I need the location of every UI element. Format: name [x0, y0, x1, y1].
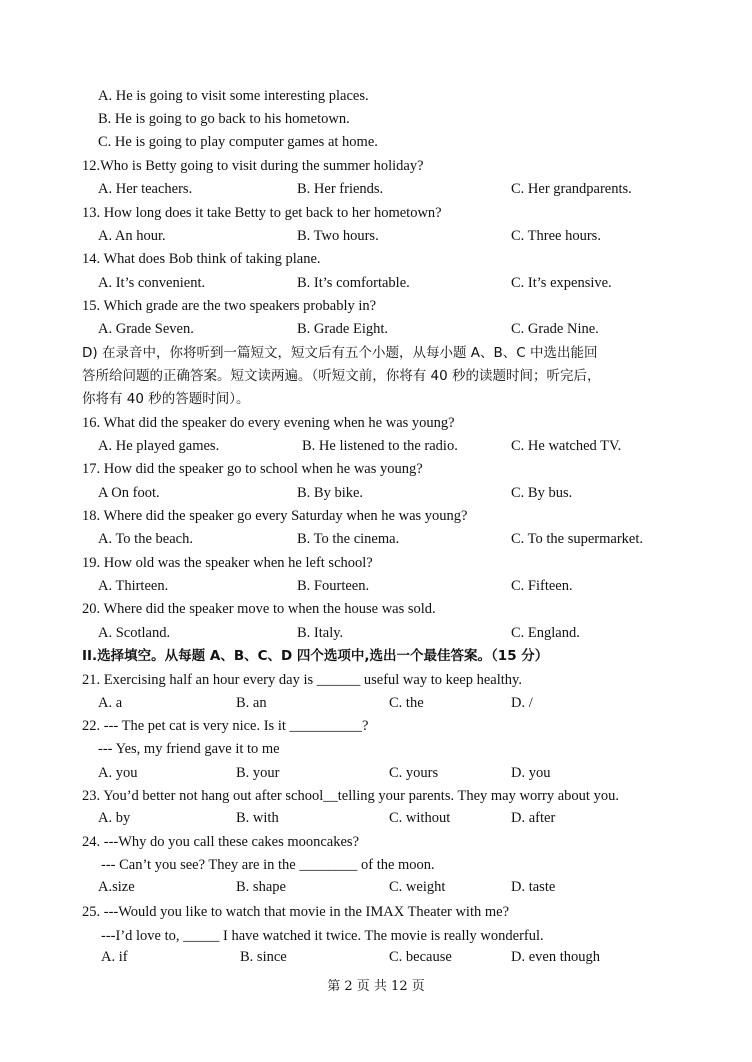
question-19-stem: 19. How old was the speaker when he left school? [82, 555, 373, 571]
question-24-stem-2: --- Can’t you see? They are in the ________ of the moon. [101, 857, 435, 873]
question-24-options [0, 876, 752, 899]
option-d: D. even though [511, 949, 600, 965]
question-13-options [0, 225, 752, 248]
option-d: D. after [511, 810, 556, 826]
option-b: B. an [236, 695, 267, 711]
question-20-stem: 20. Where did the speaker move to when the house was sold. [82, 601, 436, 617]
option-c: C. without [389, 810, 451, 826]
option-a: A. a [98, 695, 123, 711]
option-a: A. if [101, 949, 128, 965]
prev-option-a: A. He is going to visit some interesting places. [98, 88, 369, 104]
question-14-stem: 14. What does Bob think of taking plane. [82, 251, 321, 267]
prev-option-b: B. He is going to go back to his hometown. [98, 111, 350, 127]
option-b: B. Her friends. [297, 181, 384, 197]
option-d: D. / [511, 695, 533, 711]
option-a: A. To the beach. [98, 531, 193, 547]
question-19-options [0, 575, 752, 598]
question-24-stem: 24. ---Why do you call these cakes mooncakes? [82, 834, 360, 850]
question-22-stem: 22. --- The pet cat is very nice. Is it __________? [82, 718, 369, 734]
question-23-options [0, 807, 752, 830]
question-22-options [0, 762, 752, 785]
option-c: C. To the supermarket. [511, 531, 644, 547]
option-b: B. with [236, 810, 279, 826]
question-25-options [0, 946, 752, 969]
question-16-stem: 16. What did the speaker do every evening when he was young? [82, 415, 455, 431]
question-25-stem-2: ---I’d love to, _____ I have watched it twice. The movie is really wonderful. [101, 928, 544, 944]
option-c: C. weight [389, 879, 446, 895]
option-c: C. He watched TV. [511, 438, 622, 454]
question-15-options [0, 318, 752, 341]
option-c: C. because [389, 949, 452, 965]
option-c: C. the [389, 695, 424, 711]
option-d: D. you [511, 765, 551, 781]
option-b: B. Grade Eight. [297, 321, 389, 337]
option-c: C. Fifteen. [511, 578, 573, 594]
page-number: 第 2 页 共 12 页 [327, 979, 425, 994]
option-a: A. It’s convenient. [98, 275, 206, 291]
section-d-instruction-1: D) 在录音中，你将听到一篇短文，短文后有五个小题，从每小题 A、B、C 中选出能回 [82, 345, 598, 361]
option-c: C. Grade Nine. [511, 321, 599, 337]
option-a: A. He played games. [98, 438, 220, 454]
option-b: B. He listened to the radio. [302, 438, 458, 454]
option-c: C. Three hours. [511, 228, 601, 244]
option-a: A.size [98, 879, 135, 895]
option-b: B. By bike. [297, 485, 364, 501]
question-15-stem: 15. Which grade are the two speakers probably in? [82, 298, 377, 314]
option-b: B. Two hours. [297, 228, 379, 244]
option-b: B. It’s comfortable. [297, 275, 410, 291]
option-c: C. By bus. [511, 485, 573, 501]
section-ii-heading: II.选择填空。从每题 A、B、C、D 四个选项中,选出一个最佳答案。（15 分） [82, 648, 549, 664]
option-a: A. Grade Seven. [98, 321, 194, 337]
option-a: A On foot. [98, 485, 160, 501]
option-a: A. An hour. [98, 228, 166, 244]
question-20-options [0, 622, 752, 645]
option-b: B. Italy. [297, 625, 344, 641]
option-c: C. England. [511, 625, 580, 641]
option-a: A. Thirteen. [98, 578, 169, 594]
question-17-options [0, 482, 752, 505]
option-c: C. yours [389, 765, 439, 781]
option-a: A. by [98, 810, 131, 826]
option-b: B. shape [236, 879, 286, 895]
question-12-options [0, 178, 752, 201]
question-17-stem: 17. How did the speaker go to school when he was young? [82, 461, 423, 477]
option-b: B. your [236, 765, 280, 781]
option-a: A. Her teachers. [98, 181, 193, 197]
question-25-stem: 25. ---Would you like to watch that movie in the IMAX Theater with me? [82, 904, 510, 920]
option-a: A. you [98, 765, 138, 781]
option-c: C. It’s expensive. [511, 275, 612, 291]
section-d-instruction-2: 答所给问题的正确答案。短文读两遍。（听短文前，你将有 40 秒的读题时间；听完后， [82, 368, 601, 384]
section-d-instruction-3: 你将有 40 秒的答题时间）。 [82, 391, 250, 407]
question-21-options [0, 692, 752, 715]
question-23-stem: 23. You’d better not hang out after school__telling your parents. They may worry about you. [82, 788, 619, 804]
question-21-stem: 21. Exercising half an hour every day is ______ useful way to keep healthy. [82, 672, 522, 688]
option-b: B. since [240, 949, 287, 965]
question-18-options [0, 528, 752, 551]
option-a: A. Scotland. [98, 625, 171, 641]
option-d: D. taste [511, 879, 556, 895]
option-c: C. Her grandparents. [511, 181, 632, 197]
question-16-options [0, 435, 752, 458]
option-b: B. Fourteen. [297, 578, 370, 594]
question-13-stem: 13. How long does it take Betty to get back to her hometown? [82, 205, 442, 221]
question-14-options [0, 272, 752, 295]
question-22-stem-2: --- Yes, my friend gave it to me [98, 741, 280, 757]
option-b: B. To the cinema. [297, 531, 400, 547]
question-18-stem: 18. Where did the speaker go every Saturday when he was young? [82, 508, 468, 524]
prev-option-c: C. He is going to play computer games at home. [98, 134, 378, 150]
question-12-stem: 12.Who is Betty going to visit during the summer holiday? [82, 158, 424, 174]
